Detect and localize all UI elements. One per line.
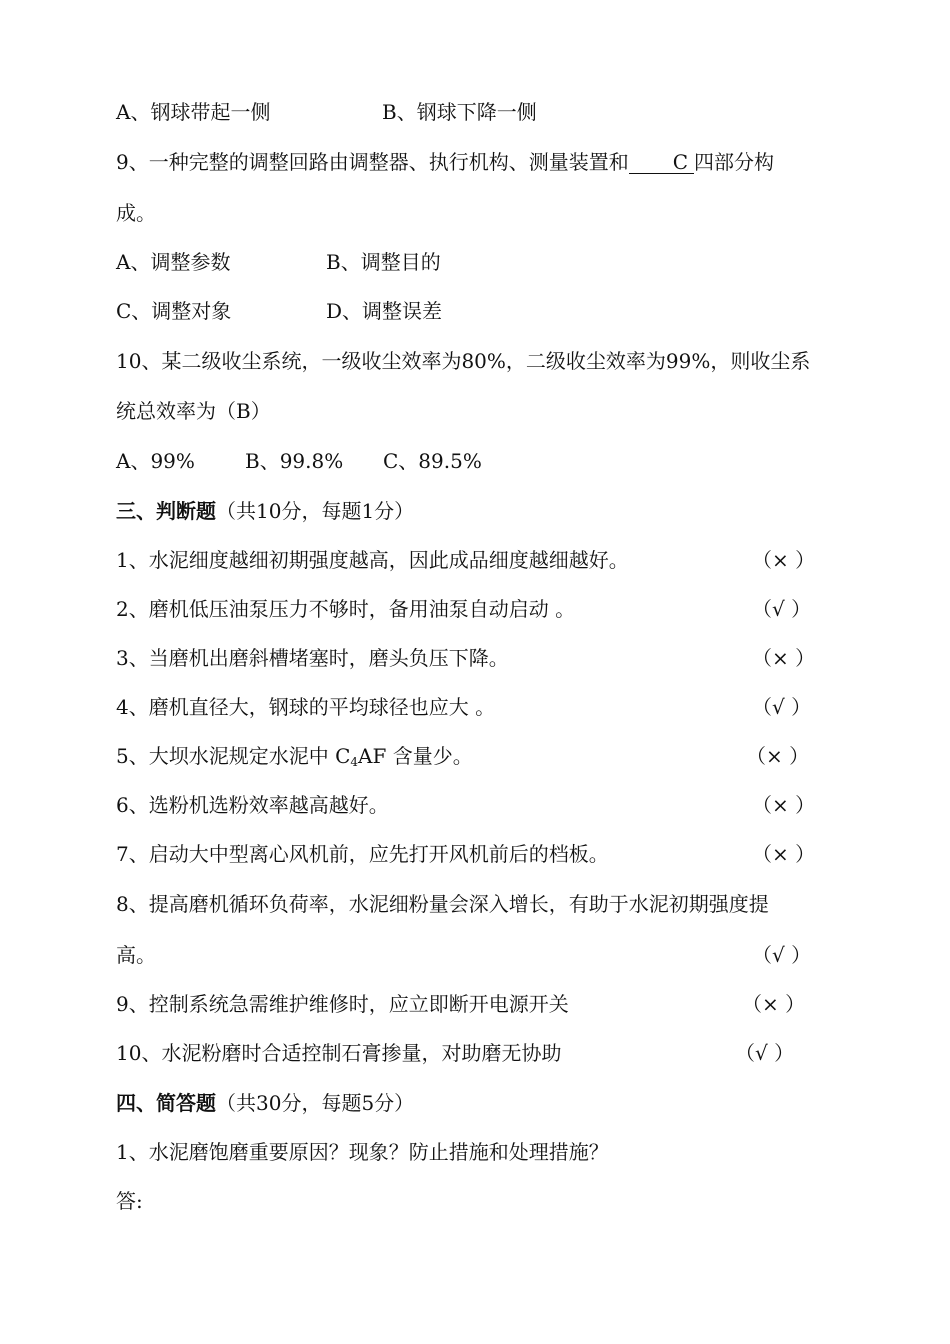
judgement-8-mark: （√ ） [752,943,812,967]
section3-note: （共10分，每题1分） [216,499,415,523]
judgement-9: 9、控制系统急需维护维修时，应立即断开电源开关 [116,992,569,1016]
judgement-5-subscript: 4 [350,755,359,769]
judgement-4-mark: （√ ） [752,695,812,719]
judgement-7-mark: （× ） [752,842,816,866]
judgement-1-mark: （× ） [752,548,816,572]
section4-note: （共30分，每题5分） [216,1091,415,1115]
q9-stem-part2: 四部分构 [694,150,775,174]
q10-option-a: A、99% [116,449,195,473]
q9-stem-part1: 9、一种完整的调整回路由调整器、执行机构、测量装置和 [116,150,629,174]
judgement-3: 3、当磨机出磨斜槽堵塞时，磨头负压下降。 [116,646,509,670]
q9-option-a: A、调整参数 [116,250,231,274]
q9-option-d: D、调整误差 [326,299,443,323]
judgement-5-mark: （× ） [746,744,810,768]
q10-option-b: B、99.8% [245,449,344,473]
judgement-4: 4、磨机直径大，钢球的平均球径也应大 。 [116,695,496,719]
judgement-6-mark: （× ） [752,793,816,817]
judgement-5-text-pre: 5、大坝水泥规定水泥中 C [116,744,351,768]
q9-answer-blank: C [629,151,694,174]
judgement-1: 1、水泥细度越细初期强度越高，因此成品细度越细越好。 [116,548,629,572]
judgement-5 [116,744,473,774]
section4-heading [116,1091,414,1115]
section3-heading [116,499,414,523]
q9-option-b: B、调整目的 [326,250,441,274]
q10-stem-continued: 统总效率为（B） [116,399,271,423]
judgement-10-mark: （√ ） [735,1041,795,1065]
q8-option-a: A、钢球带起一侧 [116,100,271,124]
q10-option-c: C、89.5% [383,449,482,473]
judgement-3-mark: （× ） [752,646,816,670]
judgement-8-continued: 高。 [116,943,156,967]
judgement-2-mark: （√ ） [752,597,812,621]
q4-1-answer-label: 答: [116,1189,143,1213]
q9-stem-continued: 成。 [116,201,156,225]
section4-title: 四、简答题 [116,1091,216,1115]
judgement-9-mark: （× ） [742,992,806,1016]
section3-title: 三、判断题 [116,499,216,523]
q9-option-c: C、调整对象 [116,299,232,323]
judgement-10: 10、水泥粉磨时合适控制石膏掺量，对助磨无协助 [116,1041,562,1065]
judgement-2: 2、磨机低压油泵压力不够时，备用油泵自动启动 。 [116,597,576,621]
judgement-7: 7、启动大中型离心风机前，应先打开风机前后的档板。 [116,842,609,866]
judgement-5-text-post: AF 含量少。 [358,744,473,768]
q9-stem [116,150,774,174]
judgement-6: 6、选粉机选粉效率越高越好。 [116,793,389,817]
q4-1-question: 1、水泥磨饱磨重要原因？现象？防止措施和处理措施？ [116,1140,609,1164]
q10-stem: 10、某二级收尘系统，一级收尘效率为80%，二级收尘效率为99%，则收尘系 [116,349,811,373]
q8-option-b: B、钢球下降一侧 [382,100,537,124]
judgement-8: 8、提高磨机循环负荷率，水泥细粉量会深入增长，有助于水泥初期强度提 [116,892,769,916]
